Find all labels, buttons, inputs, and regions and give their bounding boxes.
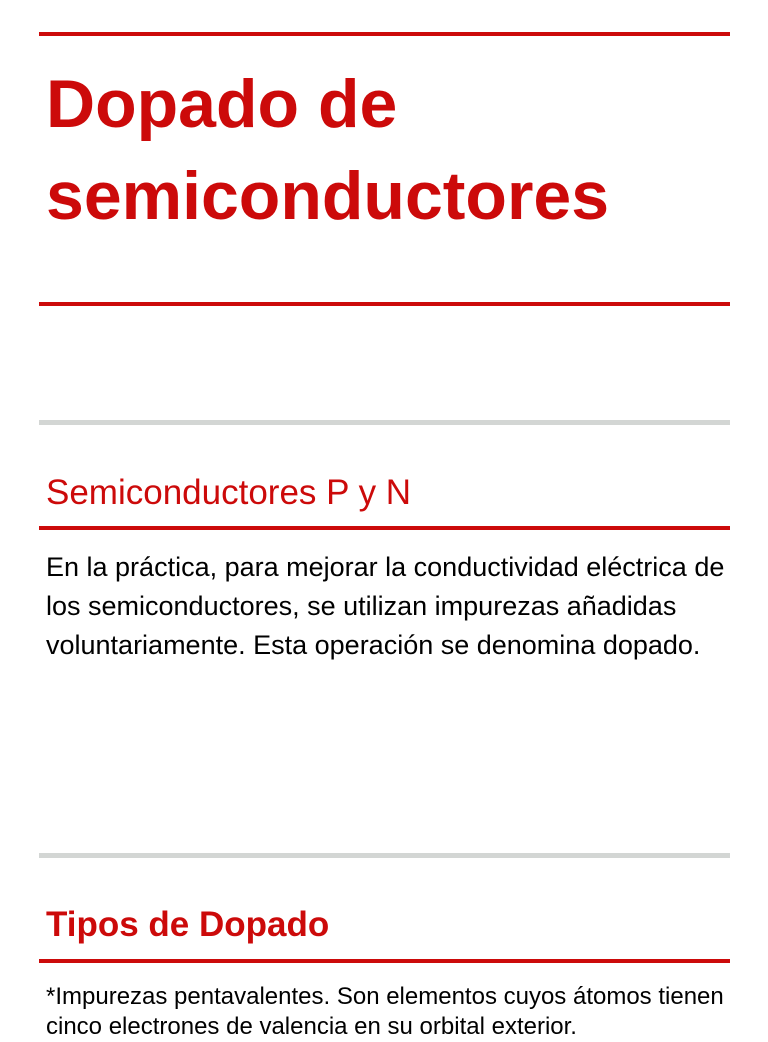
section-heading-semiconductores: Semiconductores P y N [46,473,412,512]
section-heading-rule-1 [39,526,730,530]
page-title: Dopado de semiconductores [46,66,610,234]
section-heading-tipos-de-dopado: Tipos de Dopado [46,905,330,944]
section-divider-1 [39,420,730,425]
section-divider-2 [39,853,730,858]
section-body-tipos-de-dopado: *Impurezas pentavalentes. Son elementos cuyos átomos tienen cinco electrones de valencia en su orbital exterior. [46,983,724,1040]
title-bottom-rule [39,302,730,306]
section-body-semiconductores: En la práctica, para mejorar la conductividad eléctrica de los semiconductores, se utilizan impurezas añadidas voluntariamente. Esta operación se denomina dopado. [46,552,725,660]
section-heading-rule-2 [39,959,730,963]
title-top-rule [39,32,730,36]
